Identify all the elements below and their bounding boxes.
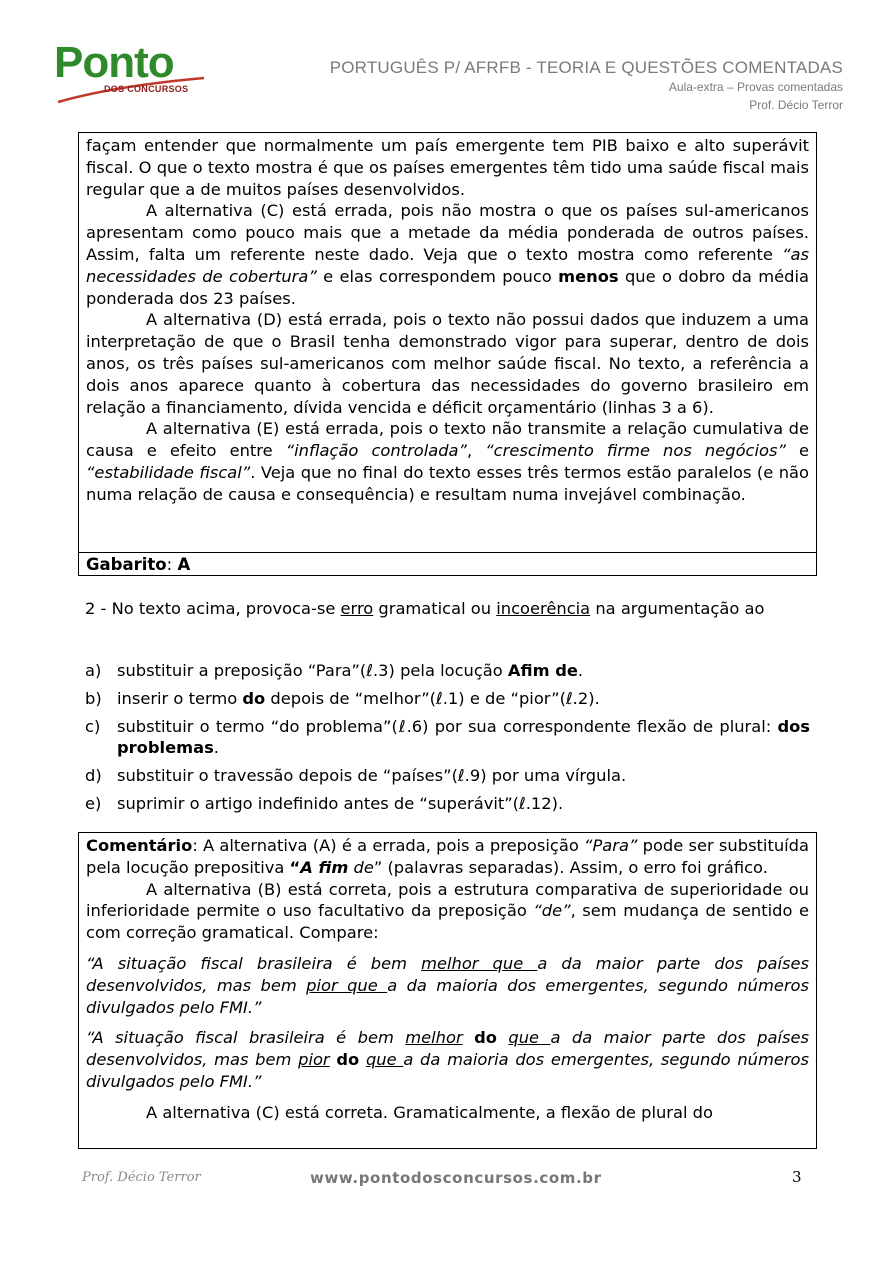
brand-logo xyxy=(54,38,214,102)
option-c: c) substituir o termo “do problema”(ℓ.6) por sua correspondente flexão de plural: dos problemas. xyxy=(85,716,810,758)
logo-wordmark: Ponto xyxy=(54,38,174,87)
quote-2: “A situação fiscal brasileira é bem melhor do que a da maior parte dos países desenvolvidos, mas bem pior do que a da maioria dos emergentes, segundo números divulgados pelo FMI.” xyxy=(86,1028,809,1091)
option-a: a) substituir a preposição “Para”(ℓ.3) pela locução Afim de. xyxy=(85,661,584,680)
quote-1: “A situação fiscal brasileira é bem melhor que a da maior parte dos países desenvolvidos, mas bem pior que a da maioria dos emergentes, segundo números divulgados pelo FMI.” xyxy=(86,953,809,1017)
footer-website[interactable]: www.pontodosconcursos.com.br xyxy=(310,1169,602,1187)
paragraph: A alternativa (D) está errada, pois o texto não possui dados que induzem a uma interpretação de que o Brasil tenha demonstrado vigor para superar, dentro de dois anos, os três países sul-americanos com melhor saúde fiscal. No texto, a referência a dois anos aparece quanto à cobertura das necessidades do governo brasileiro em relação a financiamento, dívida vencida e déficit orçamentário (linhas 3 a 6). xyxy=(86,310,809,417)
footer-author: Prof. Décio Terror xyxy=(82,1170,201,1185)
page-subtitle: Aula-extra – Provas comentadas xyxy=(668,80,843,94)
paragraph: Comentário: A alternativa (A) é a errada, pois a preposição “Para” pode ser substituída pela locução prepositiva “A fim de” (palavras separadas). Assim, o erro foi gráfico. xyxy=(86,836,809,877)
page-number: 3 xyxy=(792,1168,802,1186)
commentary-content xyxy=(79,133,816,553)
answer-key: Gabarito: A xyxy=(86,555,191,574)
option-e: e) suprimir o artigo indefinido antes de “superávit”(ℓ.12). xyxy=(85,793,564,813)
paragraph: A alternativa (B) está correta, pois a estrutura comparativa de superioridade ou inferioridade permite o uso facultativo da preposição “de”, sem mudança de sentido e com correção gramatical. Compare: xyxy=(86,879,809,943)
answer-options xyxy=(85,660,810,821)
logo-subtitle: DOS CONCURSOS xyxy=(104,84,189,94)
paragraph: A alternativa (E) está errada, pois o texto não transmite a relação cumulativa de causa e efeito entre “inflação controlada”, “crescimento firme nos negócios” e “estabilidade fiscal”. Veja que no final do texto esses três termos estão paralelos (e não numa relação de causa e consequência) e resultam numa invejável combinação. xyxy=(86,419,809,504)
author-name: Prof. Décio Terror xyxy=(749,98,843,112)
commentary-box-2 xyxy=(78,832,817,1149)
commentary-box-1 xyxy=(78,132,817,576)
paragraph: A alternativa (C) está correta. Gramaticalmente, a flexão de plural do xyxy=(146,1102,713,1122)
question-stem: 2 - No texto acima, provoca-se erro gramatical ou incoerência na argumentação ao xyxy=(85,599,765,618)
paragraph: façam entender que normalmente um país emergente tem PIB baixo e alto superávit fiscal. O que o texto mostra é que os países emergentes têm tido uma saúde fiscal mais regular que a de muitos países desenvolvidos. xyxy=(86,136,809,199)
paragraph: A alternativa (C) está errada, pois não mostra o que os países sul-americanos apresentam como pouco mais que a metade da média ponderada de outros países. Assim, falta um referente neste dado. Veja que o texto mostra como referente “as necessidades de cobertura” e elas correspondem pouco menos que o dobro da média ponderada dos 23 países. xyxy=(86,201,809,308)
page-title: PORTUGUÊS P/ AFRFB - TEORIA E QUESTÕES COMENTADAS xyxy=(329,58,843,77)
option-b: b) inserir o termo do depois de “melhor”(ℓ.1) e de “pior”(ℓ.2). xyxy=(85,688,600,708)
option-d: d) substituir o travessão depois de “países”(ℓ.9) por uma vírgula. xyxy=(85,766,627,786)
